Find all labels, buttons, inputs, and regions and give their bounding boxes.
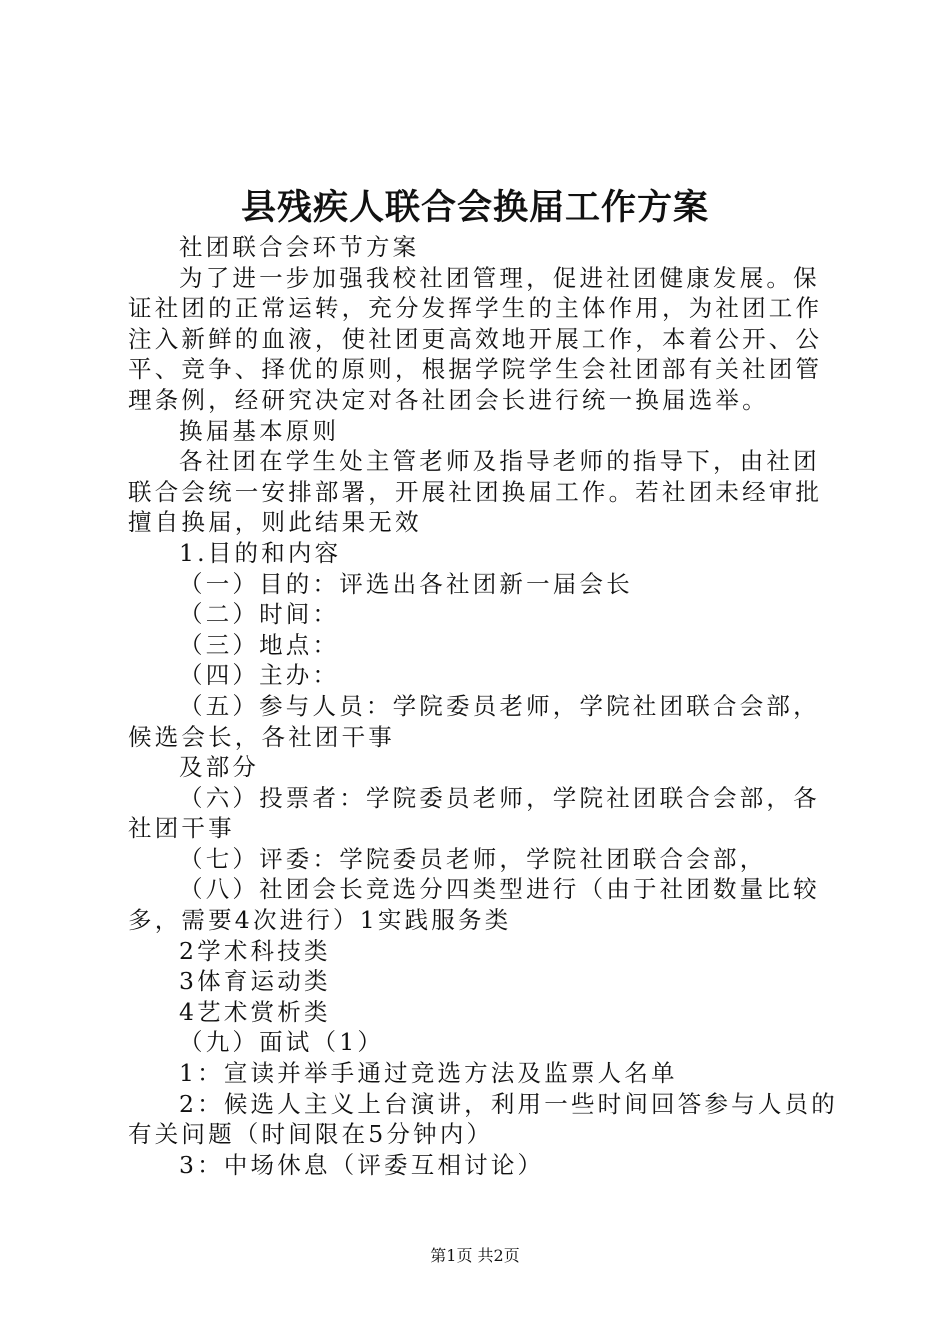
list-item-location: （三）地点： — [179, 630, 340, 659]
list-item-voters: （六）投票者：学院委员老师，学院社团联合会部，各社团干事 — [128, 783, 820, 843]
paragraph-principle: 各社团在学生处主管老师及指导老师的指导下，由社团联合会统一安排部署，开展社团换届工作。若社团未经审批擅自换届，则此结果无效 — [128, 447, 823, 537]
list-item-step-1: 1：宣读并举手通过竞选方法及监票人名单 — [179, 1059, 678, 1088]
list-item-step-3: 3：中场休息（评委互相讨论） — [179, 1150, 545, 1179]
paragraph-principle-heading: 换届基本原则 — [179, 416, 340, 445]
list-item-categories: （八）社团会长竞选分四类型进行（由于社团数量比较多，需要4次进行）1实践服务类 — [128, 875, 820, 935]
list-item-organizer: （四）主办： — [179, 661, 340, 690]
list-item-category-4: 4艺术赏析类 — [179, 997, 331, 1026]
paragraph-fragment: 及部分 — [179, 753, 260, 782]
page-footer: 第1页 共2页 — [430, 1246, 520, 1265]
list-item-participants: （五）参与人员：学院委员老师，学院社团联合会部，候选会长，各社团干事 — [128, 691, 820, 751]
paragraph-section-heading: 社团联合会环节方案 — [179, 233, 420, 261]
list-item-purpose: （一）目的：评选出各社团新一届会长 — [179, 569, 633, 598]
document-title: 县残疾人联合会换届工作方案 — [240, 187, 709, 228]
list-item-interview: （九）面试（1） — [179, 1028, 385, 1057]
paragraph-intro: 为了进一步加强我校社团管理，促进社团健康发展。保证社团的正常运转，充分发挥学生的主体作用，为社团工作注入新鲜的血液，使社团更高效地开展工作，本着公开、公平、竞争、择优的原则，根据学院学生会社团部有关社团管理条例，经研究决定对各社团会长进行统一换届选举。 — [128, 263, 823, 414]
list-item-category-2: 2学术科技类 — [179, 936, 331, 965]
list-item-judges: （七）评委：学院委员老师，学院社团联合会部， — [179, 844, 767, 873]
list-item-step-2: 2：候选人主义上台演讲，利用一些时间回答参与人员的有关问题（时间限在5分钟内） — [128, 1089, 838, 1149]
list-item-time: （二）时间： — [179, 600, 340, 629]
paragraph-purpose-heading: 1.目的和内容 — [179, 538, 342, 567]
list-item-category-3: 3体育运动类 — [179, 967, 331, 996]
document-body — [128, 232, 844, 1180]
